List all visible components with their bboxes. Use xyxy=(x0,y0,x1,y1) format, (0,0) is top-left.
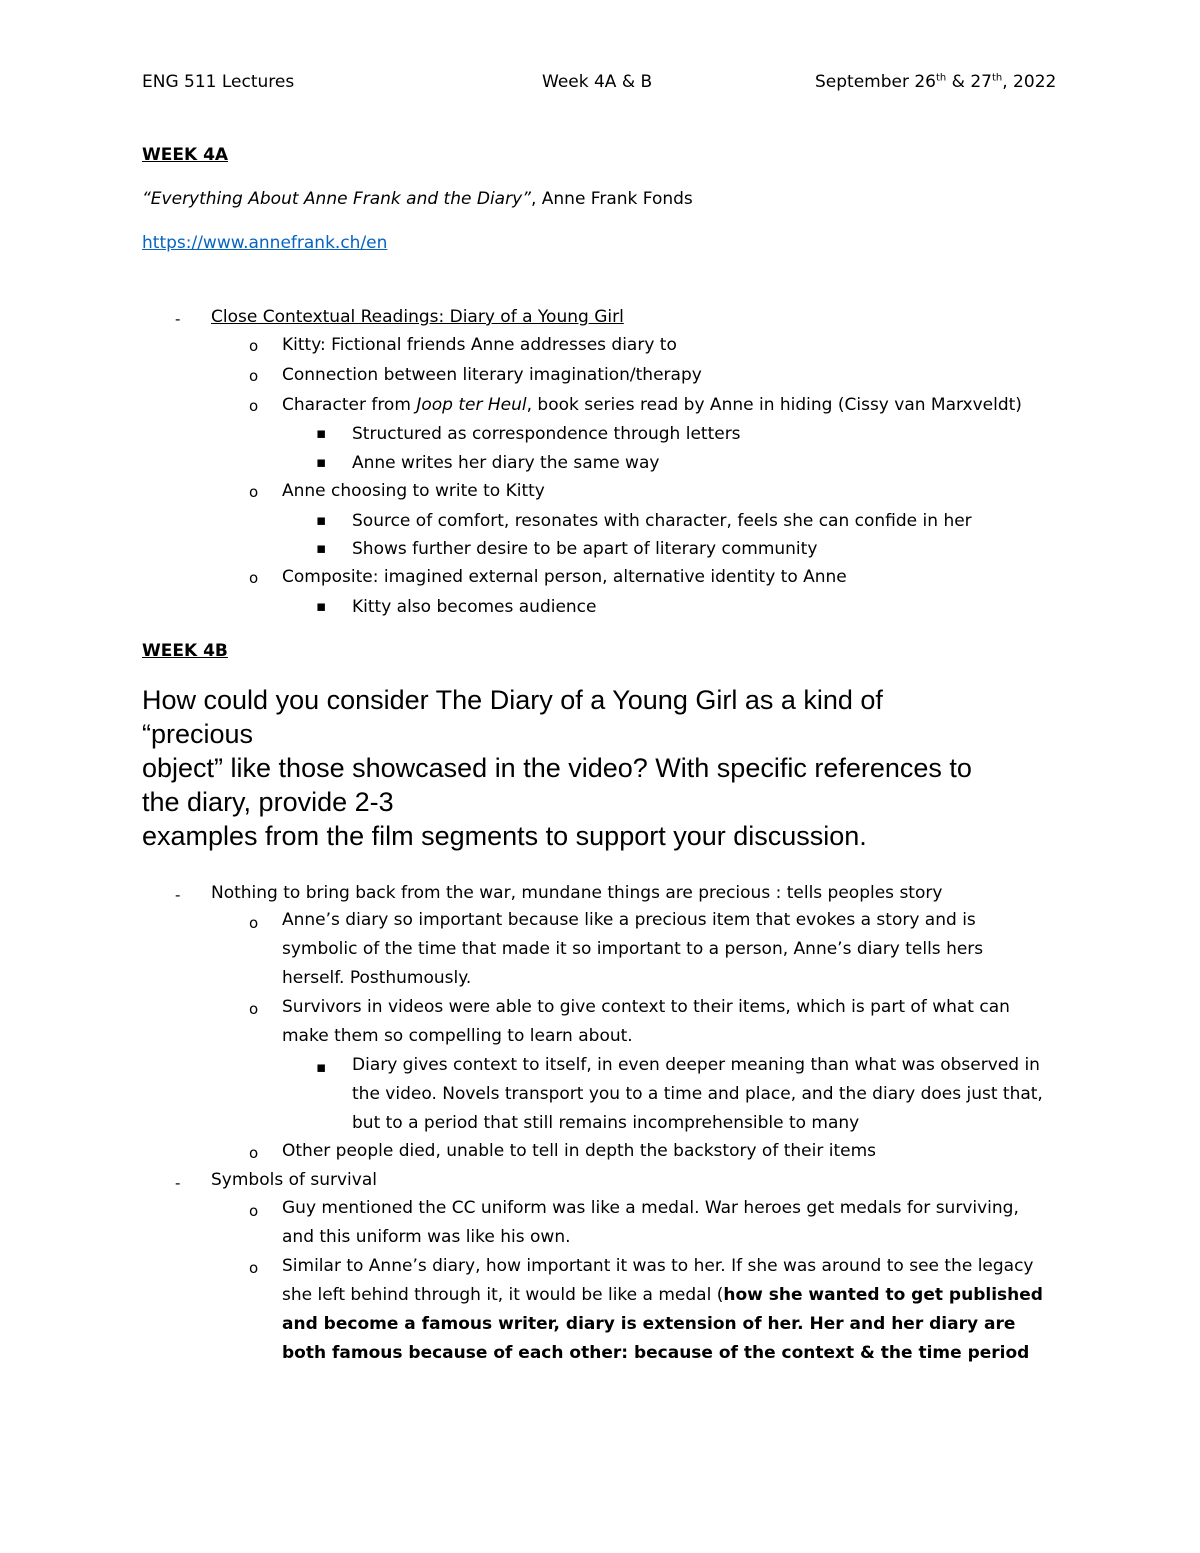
circle-bullet: o xyxy=(249,569,259,587)
discussion-question: How could you consider The Diary of a Young Girl as a kind of “precious object” like those showcased in the video? With specific references to the diary, provide 2-3 examples from the film segments to support your discussion. xyxy=(142,685,972,851)
header-date: September 26th & 27th, 2022 xyxy=(815,72,1057,92)
header-course: ENG 511 Lectures xyxy=(142,72,295,92)
list-item: Anne choosing to write to Kitty xyxy=(282,481,545,501)
dash-bullet: - xyxy=(175,310,181,328)
square-bullet: ▪ xyxy=(316,597,327,615)
week-4b-heading: WEEK 4B xyxy=(142,641,228,661)
list-subitem: Diary gives context to itself, in even deeper meaning than what was observed in the video. Novels transport you to a time and place, and the diary does just that, but to a period that still remains incomprehensible to many xyxy=(352,1055,1043,1133)
dash-bullet: - xyxy=(175,886,181,904)
list-item: Anne’s diary so important because like a precious item that evokes a story and is symbolic of the time that made it so important to a person, Anne’s diary tells hers herself. Posthumously. xyxy=(282,910,984,988)
circle-bullet: o xyxy=(249,337,259,355)
square-bullet: ▪ xyxy=(316,1058,327,1076)
circle-bullet: o xyxy=(249,1144,259,1162)
circle-bullet: o xyxy=(249,483,259,501)
circle-bullet: o xyxy=(249,914,259,932)
circle-bullet: o xyxy=(249,1000,259,1018)
list-item: Composite: imagined external person, alternative identity to Anne xyxy=(282,567,847,587)
dash-bullet: - xyxy=(175,1174,181,1192)
list-item: Symbols of survival xyxy=(211,1170,377,1190)
list-subitem: Kitty also becomes audience xyxy=(352,597,597,617)
list-item: Guy mentioned the CC uniform was like a medal. War heroes get medals for surviving, and this uniform was like his own. xyxy=(282,1198,1019,1247)
square-bullet: ▪ xyxy=(316,511,327,529)
circle-bullet: o xyxy=(249,397,259,415)
citation: “Everything About Anne Frank and the Diary”, Anne Frank Fonds xyxy=(142,189,693,209)
circle-bullet: o xyxy=(249,367,259,385)
square-bullet: ▪ xyxy=(316,539,327,557)
list-subitem: Source of comfort, resonates with character, feels she can confide in her xyxy=(352,511,972,531)
list-item: Nothing to bring back from the war, mundane things are precious : tells peoples story xyxy=(211,883,943,903)
list-item: Connection between literary imagination/therapy xyxy=(282,365,702,385)
list-item: Other people died, unable to tell in depth the backstory of their items xyxy=(282,1141,876,1161)
list-subitem: Structured as correspondence through letters xyxy=(352,424,741,444)
header-week: Week 4A & B xyxy=(542,72,653,92)
list-item: Kitty: Fictional friends Anne addresses diary to xyxy=(282,335,677,355)
square-bullet: ▪ xyxy=(316,424,327,442)
topic-title: Close Contextual Readings: Diary of a Young Girl xyxy=(211,307,624,327)
list-item: Survivors in videos were able to give context to their items, which is part of what can make them so compelling to learn about. xyxy=(282,997,1010,1046)
square-bullet: ▪ xyxy=(316,453,327,471)
circle-bullet: o xyxy=(249,1202,259,1220)
week-4a-heading: WEEK 4A xyxy=(142,145,229,165)
list-item: Character from Joop ter Heul, book series read by Anne in hiding (Cissy van Marxveldt) xyxy=(282,395,1022,415)
list-item: Similar to Anne’s diary, how important it was to her. If she was around to see the legacy she left behind through it, it would be like a medal (how she wanted to get published and become a famous writer, diary is extension of her. Her and her diary are both famous because of each other: because of the context & the time period xyxy=(282,1256,1043,1363)
source-link[interactable]: https://www.annefrank.ch/en xyxy=(142,233,388,253)
list-subitem: Anne writes her diary the same way xyxy=(352,453,660,473)
list-subitem: Shows further desire to be apart of literary community xyxy=(352,539,818,559)
circle-bullet: o xyxy=(249,1259,259,1277)
